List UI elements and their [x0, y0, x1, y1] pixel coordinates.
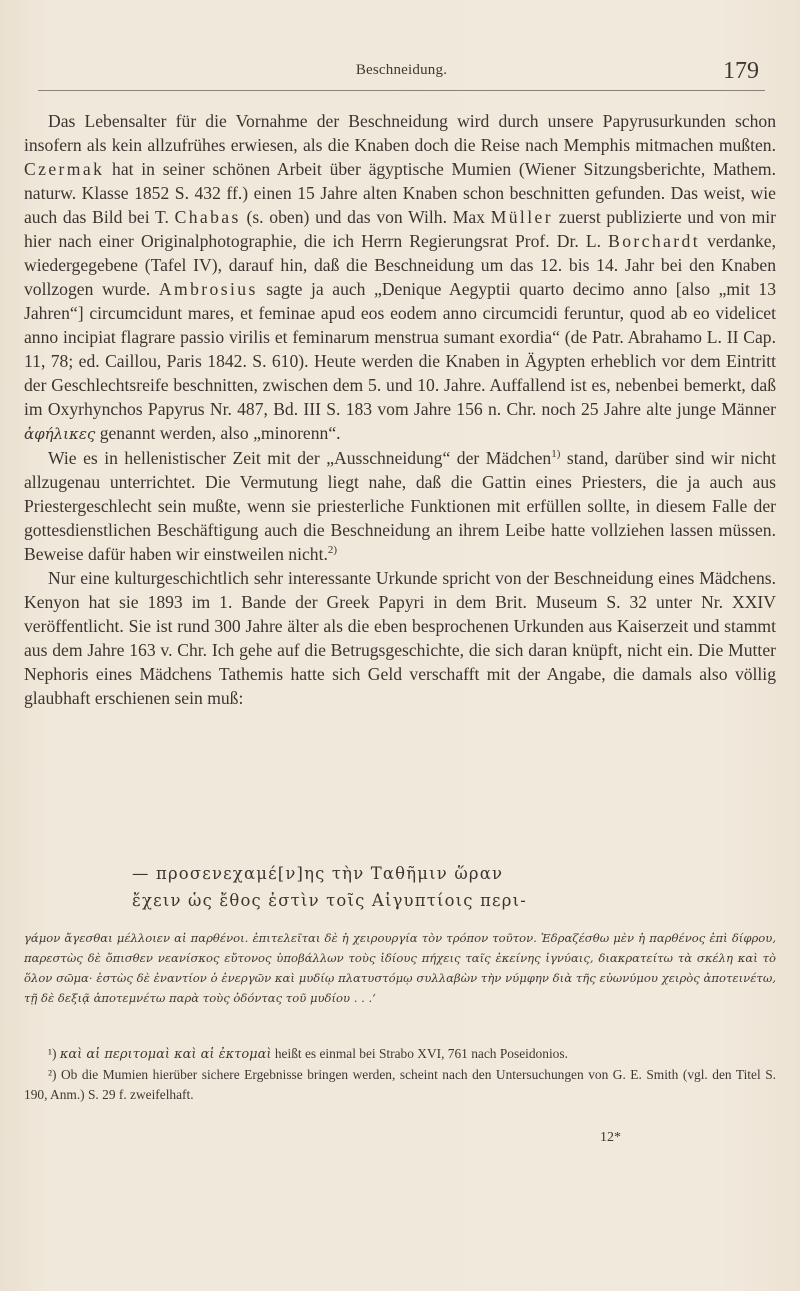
greek-quote-line-1: — προσενεχαμέ[ν]ης τὴν Ταθῆμιν ὥραν [132, 864, 504, 883]
text-run: Wie es in hellenistischer Zeit mit der „Ausschneidung“ der Mädchen [48, 448, 552, 468]
greek-term: ἀφήλικες [24, 425, 96, 443]
author-name-mueller: Müller [490, 207, 553, 227]
page-number: 179 [723, 58, 759, 84]
greek-quote-line-2: ἔχειν ὡς ἔθος ἐστὶν τοῖς Αἰγυπτίοις περι- [132, 891, 527, 910]
footnote-mark-1: ¹) [48, 1046, 57, 1061]
text-run: (s. oben) und das von Wilh. Max [240, 207, 491, 227]
footnote-1-text: heißt es einmal bei Strabo XVI, 761 nach Poseidonios. [271, 1046, 568, 1061]
running-title: Beschneidung. [355, 62, 448, 78]
footnote-ref-2[interactable]: 2) [327, 544, 338, 557]
greek-continuation-text: γάμον ἄγεσθαι μέλλοιεν αἱ παρθένοι. ἐπιτελεῖται δὲ ἡ χειρουργία τὸν τρόπον τοῦτον. Ἑδραζέσθω μὲν ἡ παρθένος ἐπὶ δίφρου, παρεστὼς δὲ ὄπισθεν νεανίσκος εὔτονος ὑποβάλλων τοὺς ἰδίους πήχεις ταῖς ἐκείνης ἰγνύαις, διακρατείτω τὰ σκέλη καὶ τὸ ὅλον σῶμα· ἑστὼς δὲ ἐναντίον ὁ ἐνεργῶν καὶ μυδίῳ πλατυστόμῳ συλλαβὼν τὴν νύμφην διὰ τῆς εὐωνύμου χειρὸς ἀποτεινέτω, τῇ δὲ δεξιᾷ ἀποτεμνέτω παρὰ τοὺς ὀδόντας τοῦ μυδίου . . .‘ [24, 931, 776, 1005]
author-name-chabas: Chabas [174, 207, 241, 227]
author-name-czermak: Czermak [24, 159, 105, 179]
text-run: genannt werden, also „minorenn“. [95, 423, 341, 443]
author-name-ambrosius: Ambrosius [158, 279, 258, 299]
text-run: sagte ja auch „Denique Aegyptii quarto decimo anno [also „mit 13 Jahren“] circumcidunt mares, et feminae apud eos eodem anno circumcidi feruntur, quod ab eo videlicet anno incipiat flagrare passio virilis et feminarum menstrua sumant exordia“ (de Patr. Abrahamo L. II Cap. 11, 78; ed. Caillou, Paris 1842. S. 610). Heute werden die Knaben in Ägypten erheblich vor dem Eintritt der Geschlechtsreife beschnitten, zwischen dem 5. und 10. Jahre. Auffallend ist es, nebenbei bemerkt, daß im Oxyrhynchos Papyrus Nr. 487, Bd. III S. 183 vom Jahre 156 n. Chr. noch 25 Jahre alte junge Männer [24, 279, 777, 419]
text-run: zuerst publizierte und von mir hier nach einer Originalphotographie, die ich Herrn Regierungsrat Prof. Dr. L. [24, 207, 777, 251]
greek-quotation [132, 860, 692, 914]
footnotes [24, 1044, 776, 1105]
footnote-2-text: Ob die Mumien hierüber sichere Ergebnisse bringen werden, scheint nach den Untersuchungen von G. E. Smith (vgl. den Titel S. 190, Anm.) S. 29 f. zweifelhaft. [24, 1067, 776, 1102]
footnote-mark-2: ²) [48, 1067, 57, 1082]
main-text [24, 109, 776, 710]
footnote-1 [24, 1044, 776, 1065]
paragraph-age-of-circumcision [24, 109, 776, 446]
paragraph-hellenistic-girls [24, 446, 776, 566]
footnote-2 [24, 1065, 776, 1105]
sheet-signature: 12* [600, 1130, 621, 1145]
page-header [38, 56, 765, 91]
text-run: Das Lebensalter für die Vornahme der Beschneidung wird durch unsere Papyrusurkunden schon insofern als kein allzufrühes erwiesen, als die Knaben doch die Reise nach Memphis mitmachen mußten. [24, 111, 776, 155]
text-run: verdanke, wiedergegebene (Tafel IV), darauf hin, daß die Beschneidung um das 12. bis 14. Jahr bei den Knaben vollzogen wurde. [24, 231, 776, 299]
footnote-ref-1[interactable]: 1) [551, 448, 561, 461]
paragraph-kenyon-document: Nur eine kulturgeschichtlich sehr interessante Urkunde spricht von der Beschneidung eines Mädchens. Kenyon hat sie 1893 im 1. Bande der Greek Papyri in dem Brit. Museum S. 32 unter Nr. XXIV veröffentlicht. Sie ist rund 300 Jahre älter als die eben besprochenen Urkunden aus Kaiserzeit und stammt aus dem Jahre 163 v. Chr. Ich gehe auf die Betrugsgeschichte, die sich daran knüpft, nicht ein. Die Mutter Nephoris eines Mädchens Tathemis hatte sich Geld verschafft mit der Angabe, die damals also völlig glaubhaft erschienen sein muß: [24, 568, 776, 708]
text-run: stand, darüber sind wir nicht allzugenau unterrichtet. Die Vermutung liegt nahe, daß die Gattin eines Priesters, die ja auch aus Priestergeschlecht sein mußte, wenn sie priesterliche Funktionen mit erfüllen sollte, in diesem Falle der gottesdienstlichen Beschäftigung auch die Beschneidung an ihrem Leibe hatte vollziehen lassen müssen. Beweise dafür haben wir einstweilen nicht. [24, 448, 776, 564]
author-name-borchardt: Borchardt [608, 231, 701, 251]
text-run: hat in seiner schönen Arbeit über ägyptische Mumien (Wiener Sitzungsberichte, Mathem. naturw. Klasse 1852 S. 432 ff.) einen 15 Jahre alten Knaben schon beschnitten gefunden. Das weist, wie auch das Bild bei T. [24, 159, 776, 227]
footnote-1-greek: καὶ αἱ περιτομαὶ καὶ αἱ ἐκτομαὶ [59, 1047, 272, 1062]
